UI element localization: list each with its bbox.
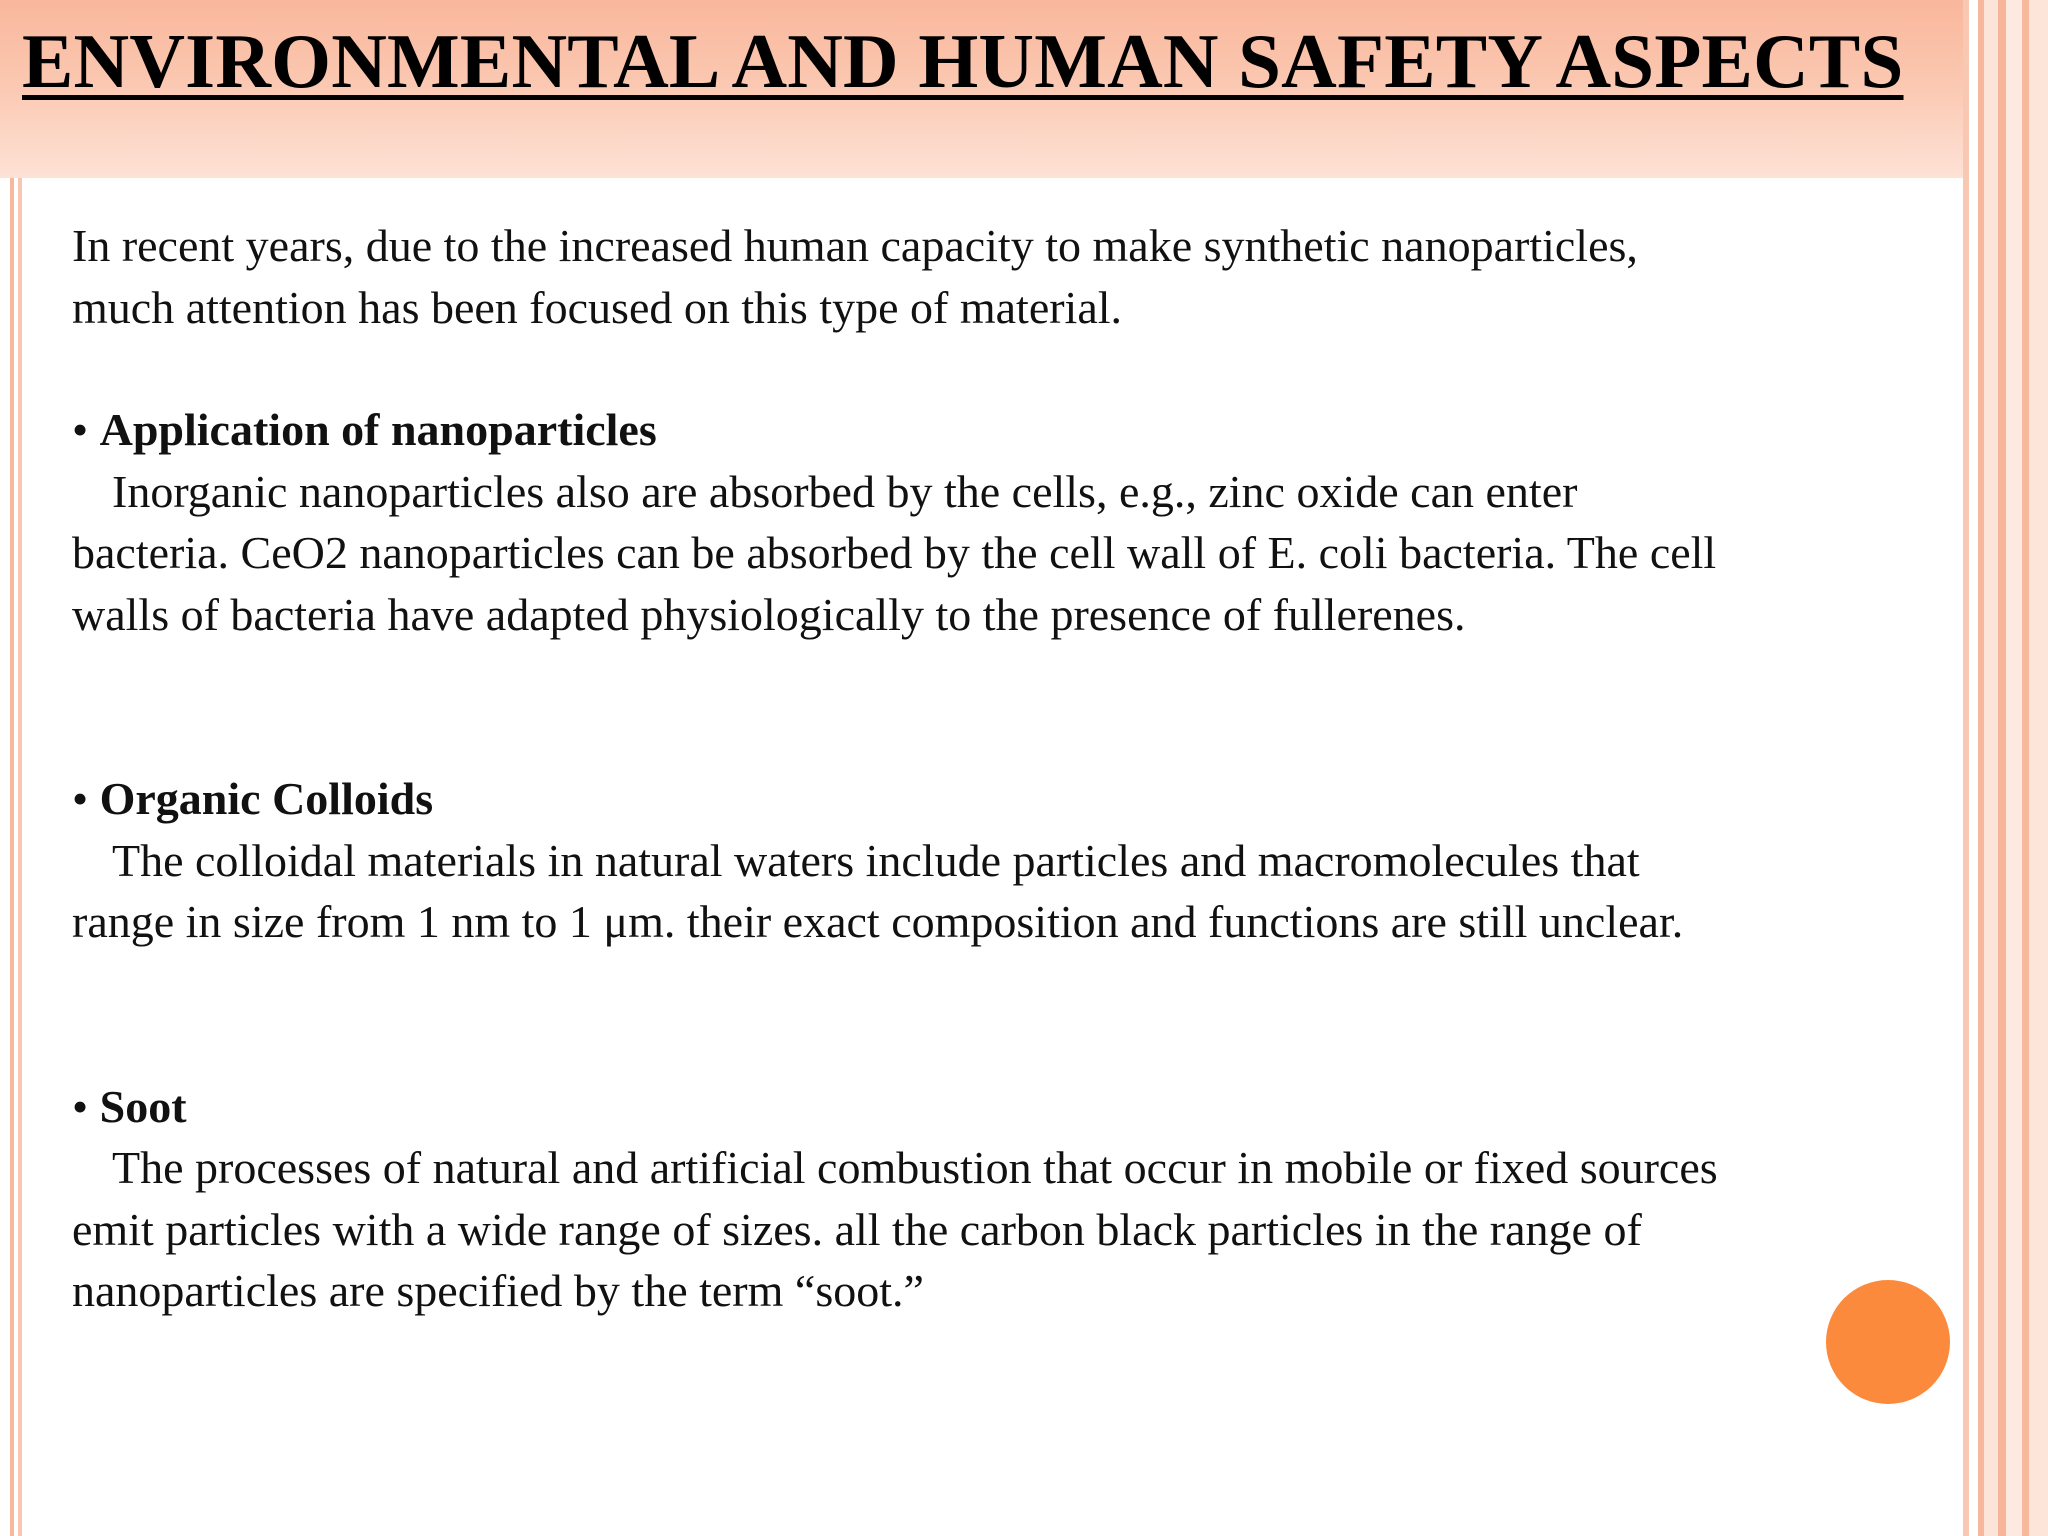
body-line: nanoparticles are specified by the term “soot.” xyxy=(72,1265,924,1316)
body-line: bacteria. CeO2 nanoparticles can be absorbed by the cell wall of E. coli bacteria. The cell xyxy=(72,527,1717,578)
bullet-glyph: • xyxy=(72,404,89,455)
decor-stripe xyxy=(2022,0,2029,1536)
intro-line: much attention has been focused on this type of material. xyxy=(72,281,1123,333)
decor-stripe xyxy=(1969,0,1978,1536)
bullet-glyph: • xyxy=(72,773,89,824)
heading-organic-colloids: Organic Colloids xyxy=(99,773,434,824)
body-line: emit particles with a wide range of sizes. all the carbon black particles in the range of xyxy=(72,1203,1642,1255)
heading-soot: Soot xyxy=(99,1080,187,1132)
slide-title: ENVIRONMENTAL AND HUMAN SAFETY ASPECTS xyxy=(22,18,1904,104)
bullet-glyph: • xyxy=(72,1080,89,1132)
decor-stripe xyxy=(1984,0,1998,1536)
accent-circle xyxy=(1826,1280,1950,1404)
slide-body xyxy=(72,215,1952,1322)
body-line: The colloidal materials in natural waters include particles and macromolecules that xyxy=(112,834,1640,886)
body-line: The processes of natural and artificial combustion that occur in mobile or fixed sources xyxy=(112,1142,1718,1193)
section-heading xyxy=(72,399,1952,461)
left-border-line xyxy=(18,178,22,1536)
decor-stripe xyxy=(1998,0,2006,1536)
title-band xyxy=(0,0,1984,178)
body-line: range in size from 1 nm to 1 μm. their exact composition and functions are still unclear. xyxy=(72,896,1684,947)
heading-application: Application of nanoparticles xyxy=(99,404,657,455)
left-border-line xyxy=(10,178,14,1536)
decor-stripe xyxy=(2006,0,2022,1536)
decor-stripe xyxy=(2029,0,2048,1536)
section-heading xyxy=(72,768,1952,830)
body-line: walls of bacteria have adapted physiologically to the presence of fullerenes. xyxy=(72,588,1466,640)
section-heading xyxy=(72,1076,1952,1138)
body-line: Inorganic nanoparticles also are absorbed by the cells, e.g., zinc oxide can enter xyxy=(112,465,1578,517)
intro-line: In recent years, due to the increased human capacity to make synthetic nanoparticles, xyxy=(72,220,1638,271)
